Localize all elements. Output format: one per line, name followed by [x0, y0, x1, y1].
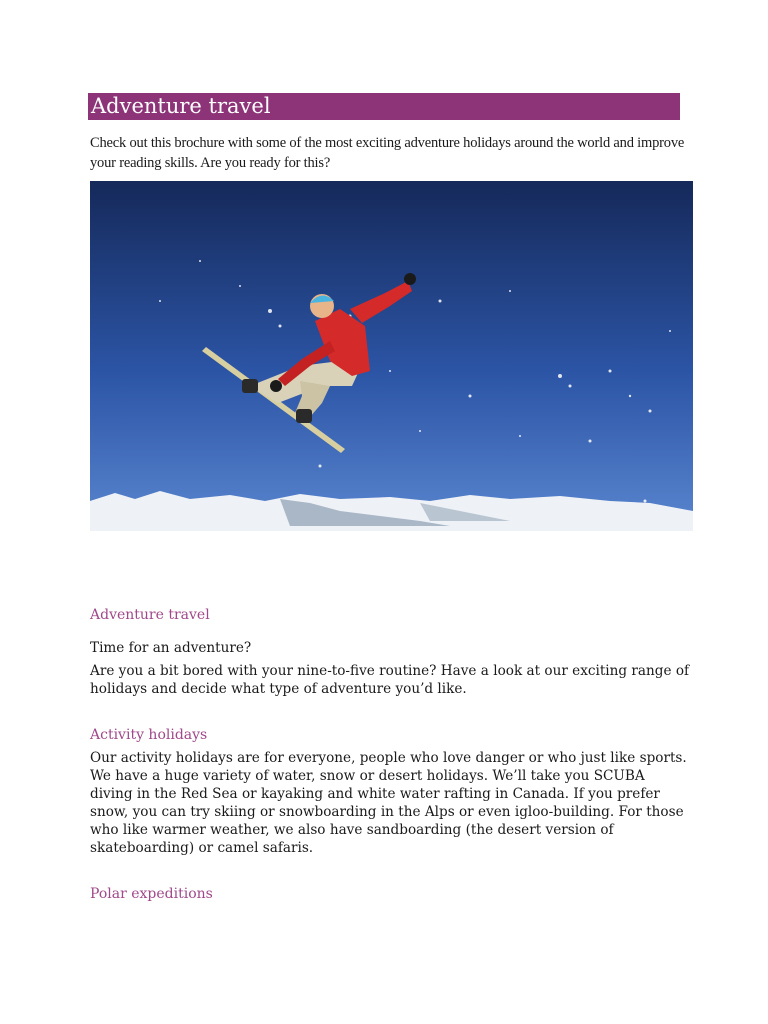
intro-paragraph: Check out this brochure with some of the most exciting adventure holidays around the world and improve your reading skills. Are you ready for this? [90, 135, 685, 171]
section-heading-polar: Polar expeditions [90, 886, 213, 902]
snowboarder-photo [90, 181, 693, 531]
snowboarder-image-icon [90, 181, 693, 531]
adventure-subtitle: Time for an adventure? [90, 640, 252, 656]
adventure-body: Are you a bit bored with your nine-to-five routine? Have a look at our exciting range of holidays and decide what type of adventure you’d like. [90, 663, 690, 697]
section-heading-activity: Activity holidays [90, 727, 208, 743]
section-heading-adventure: Adventure travel [90, 607, 210, 623]
page-title: Adventure travel [88, 93, 680, 120]
activity-body: Our activity holidays are for everyone, people who love danger or who just like sports. We have a huge variety of water, snow or desert holidays. We’ll take you SCUBA diving in the Red Sea or kayaking and white water rafting in Canada. If you prefer snow, you can try skiing or snowboarding in the Alps or even igloo-building. For those who like warmer weather, we also have sandboarding (the desert version of skateboarding) or camel safaris. [90, 750, 687, 856]
